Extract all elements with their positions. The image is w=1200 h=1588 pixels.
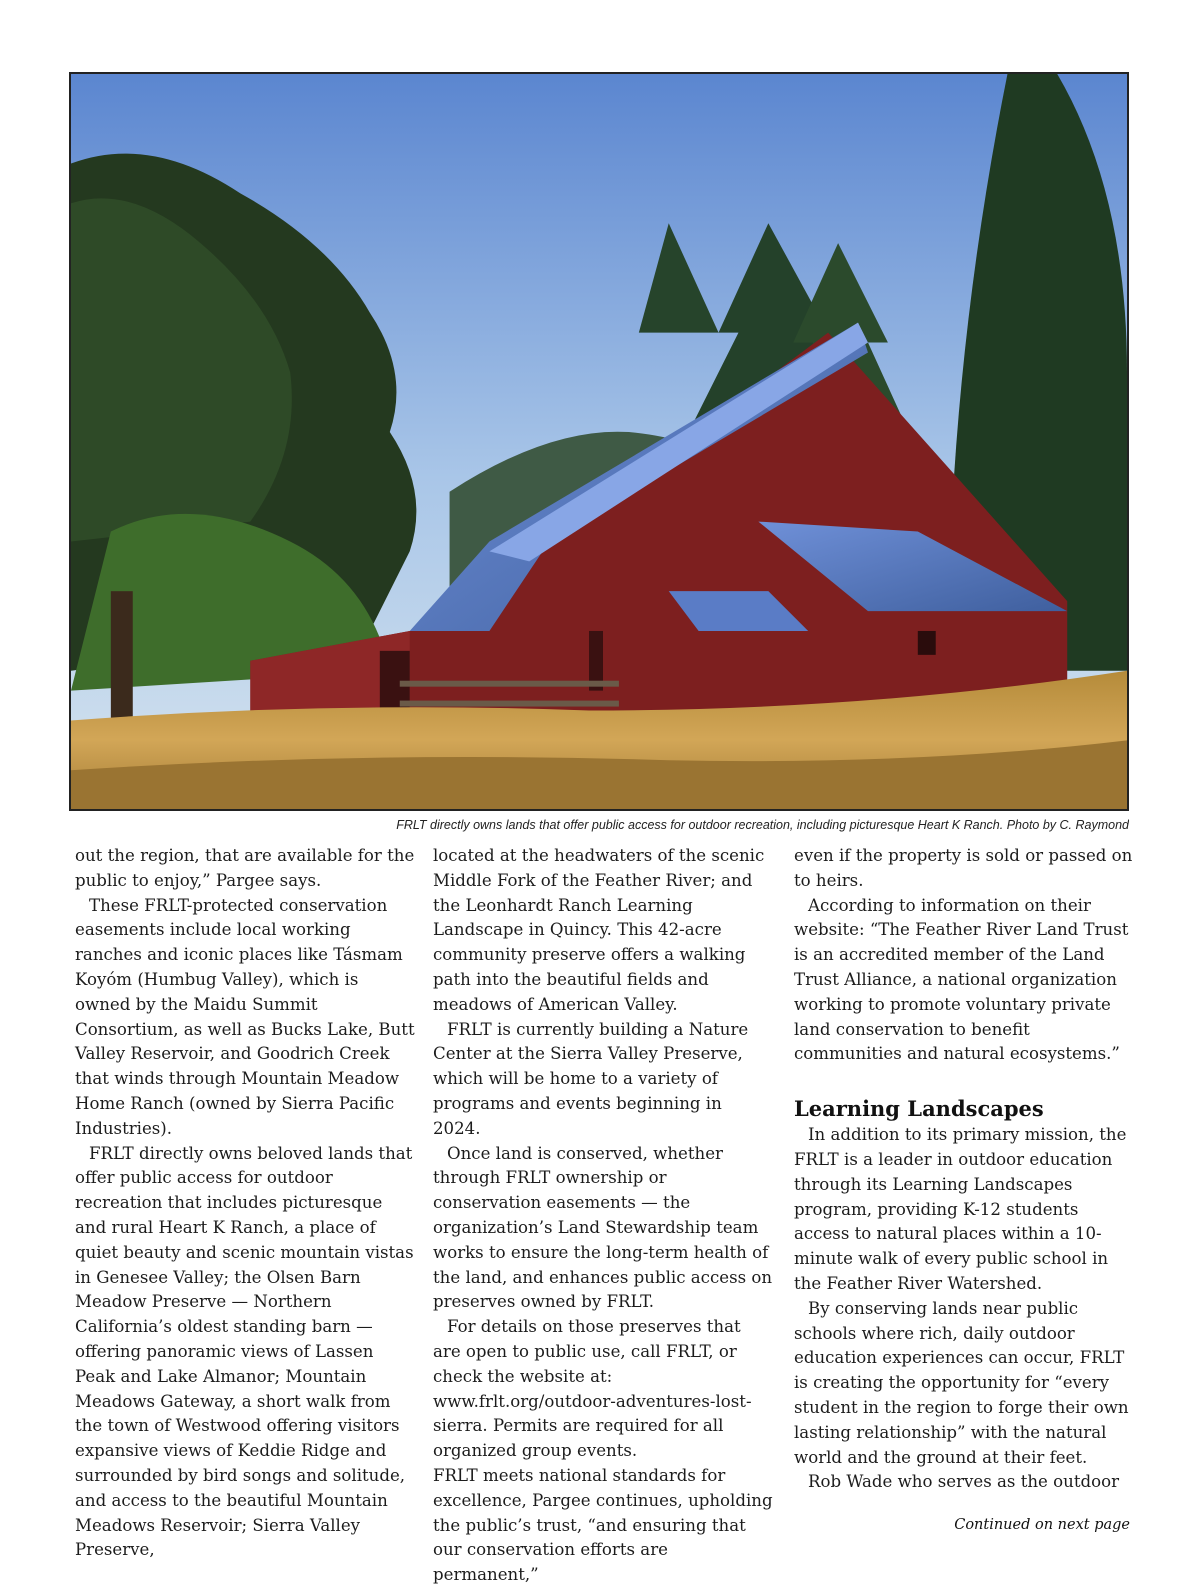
paragraph: even if the property is sold or passed on to heirs. xyxy=(794,846,1133,890)
article-column-2 xyxy=(433,844,773,1588)
paragraph: FRLT meets national standards for excellence, Pargee continues, upholding the public’s trust, “and ensuring that our conservation efforts are permanent,” xyxy=(433,1465,773,1585)
paragraph: According to information on their website: “The Feather River Land Trust is an accredited member of the Land Trust Alliance, a national organization working to promote voluntary private land conservation to benefit communities and natural ecosystems.” xyxy=(794,895,1129,1064)
photo-caption: FRLT directly owns lands that offer public access for outdoor recreation, including picturesque Heart K Ranch. Photo by C. Raymond xyxy=(396,818,1129,832)
continued-notice: Continued on next page xyxy=(954,1517,1130,1533)
barn-photo xyxy=(69,72,1129,811)
article-column-1 xyxy=(75,844,415,1563)
article-column-3 xyxy=(794,844,1134,1495)
paragraph: These FRLT-protected conservation easements include local working ranches and iconic places like Tásmam Koyóm (Humbug Valley), which is owned by the Maidu Summit Consortium, as well as Bucks Lake, Butt Valley Reservoir, and Goodrich Creek that winds through Mountain Meadow Home Ranch (owned by Sierra Pacific Industries). xyxy=(75,895,415,1138)
paragraph: By conserving lands near public schools where rich, daily outdoor education experiences can occur, FRLT is creating the opportunity for “every student in the region to forge their own lasting relationship” with the natural world and the ground at their feet. xyxy=(794,1298,1129,1467)
paragraph: FRLT directly owns beloved lands that offer public access for outdoor recreation that includes picturesque and rural Heart K Ranch, a place of quiet beauty and scenic mountain vistas in Genesee Valley; the Olsen Barn Meadow Preserve — Northern California’s oldest standing barn — offering panoramic views of Lassen Peak and Lake Almanor; Mountain Meadows Gateway, a short walk from the town of Westwood offering visitors expansive views of Keddie Ridge and surrounded by bird songs and solitude, and access to the beautiful Mountain Meadows Reservoir; Sierra Valley Preserve, xyxy=(75,1143,414,1560)
section-heading: Learning Landscapes xyxy=(794,1096,1044,1122)
paragraph: Once land is conserved, whether through FRLT ownership or conservation easements — the organization’s Land Stewardship team works to ensure the long-term health of the land, and enhances public access on preserves owned by FRLT. xyxy=(433,1143,773,1312)
paragraph: In addition to its primary mission, the FRLT is a leader in outdoor education through its Learning Landscapes program, providing K-12 students access to natural places within a 10-minute walk of every public school in the Feather River Watershed. xyxy=(794,1125,1127,1293)
paragraph: located at the headwaters of the scenic Middle Fork of the Feather River; and the Leonhardt Ranch Learning Landscape in Quincy. This 42-acre community preserve offers a walking path into the beautiful fields and meadows of American Valley. xyxy=(433,846,765,1014)
paragraph: out the region, that are available for the public to enjoy,” Pargee says. xyxy=(75,846,415,890)
paragraph: For details on those preserves that are open to public use, call FRLT, or check the website at: www.frlt.org/outdoor-adventures-lost-sierra. Permits are required for all organized group events. xyxy=(433,1317,752,1461)
paragraph: FRLT is currently building a Nature Center at the Sierra Valley Preserve, which will be home to a variety of programs and events beginning in 2024. xyxy=(433,1019,749,1138)
barn-photo-icon xyxy=(71,74,1127,809)
paragraph: Rob Wade who serves as the outdoor xyxy=(808,1472,1120,1492)
